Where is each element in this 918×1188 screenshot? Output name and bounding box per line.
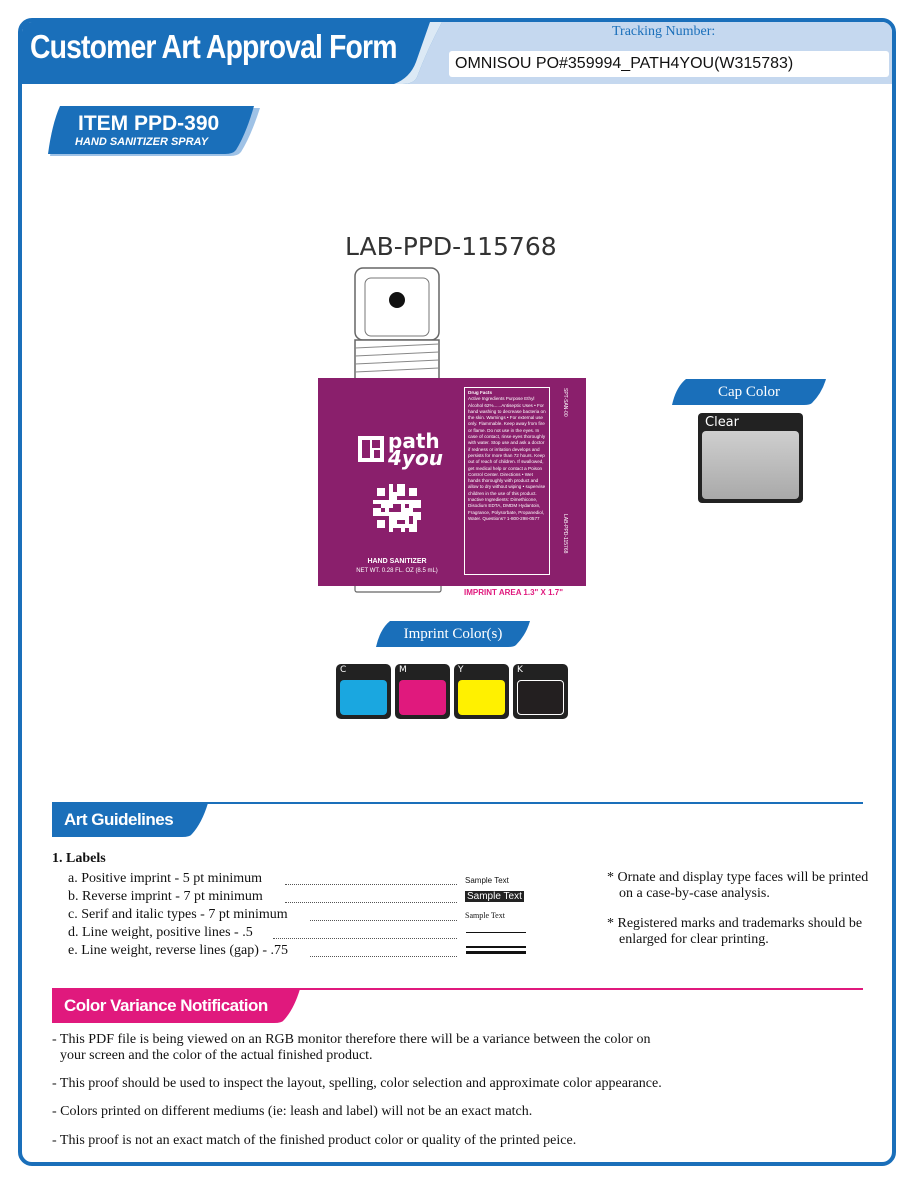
cap-color-swatch	[698, 413, 803, 503]
color-variance-heading	[52, 989, 300, 1023]
sample-reverse-line-bottom	[466, 951, 526, 954]
product-name: HAND SANITIZER	[367, 558, 427, 565]
drug-facts-body: Active Ingredients Purpose Ethyl Alcohol 62%......Antiseptic Uses • For hand washing to decrease bacteria on the skin. Warnings • For external use only. Flammable. Keep away from fire or flame. Do not use in the eyes. In case of contact, rinse eyes thoroughly with water. Stop use and ask a doctor if redness or irritation develops and persists for more than 72 hours. Keep out of reach of children. If swallowed, get medical help or contact a Poison Control Center. Directions • Wet hands thoroughly with product and allow to dry without wiping • supervise children in the use of this product. Inactive Ingredients: Dimethicone, Disodium EDTA, DMDM Hydantoin, Fragrance, Polysorbate, Propanediol, Water. Questions? 1-800-298-0577	[468, 396, 546, 521]
swatch-fill	[458, 680, 505, 715]
swatch-magenta	[395, 664, 450, 719]
cap-color-heading-text: Cap Color	[717, 384, 781, 400]
sample-reverse-line-top	[466, 946, 526, 948]
brand-logo-icon	[358, 436, 384, 462]
qr-code	[373, 484, 421, 532]
lab-code: LAB-PPD-115768	[345, 232, 557, 261]
variance-item	[52, 1076, 772, 1092]
brand-line-1: path	[388, 429, 440, 453]
tracking-number-field[interactable]: OMNISOU PO#359994_PATH4YOU(W315783)	[449, 51, 889, 77]
swatch-cyan	[336, 664, 391, 719]
side-code-bottom: LAB-PPD-115768	[562, 514, 568, 554]
sample-reverse: Sample Text	[467, 891, 522, 902]
sample-positive-line	[466, 932, 526, 933]
note-ornate-faces: * Ornate and display type faces will be printed on a case-by-case analysis.	[607, 870, 869, 901]
color-variance-heading-text: Color Variance Notification	[64, 996, 268, 1015]
guideline-notes	[607, 870, 869, 962]
labels-section-title: 1. Labels	[52, 851, 106, 866]
guideline-row: d. Line weight, positive lines - .5	[68, 925, 253, 940]
swatch-black	[513, 664, 568, 719]
imprint-area-note: IMPRINT AREA 1.3" X 1.7"	[464, 588, 564, 597]
product-label	[318, 378, 586, 586]
variance-line: - This proof should be used to inspect the layout, spelling, color selection and approximate color appearance.	[52, 1076, 662, 1091]
art-guidelines-heading	[52, 803, 208, 837]
art-guidelines-heading-text: Art Guidelines	[64, 810, 174, 829]
net-weight: NET WT. 0.28 FL. OZ (8.5 mL)	[356, 568, 438, 574]
sample-serif: Sample Text	[465, 911, 505, 920]
drug-facts-title: Drug Facts	[468, 390, 492, 395]
leader-dots	[273, 938, 457, 939]
side-code-top: SPT-SAN-00	[562, 388, 568, 417]
guideline-row: e. Line weight, reverse lines (gap) - .75	[68, 943, 289, 958]
swatch-fill	[399, 680, 446, 715]
variance-line: - This proof is not an exact match of the finished product color or quality of the printed peice.	[52, 1133, 577, 1148]
imprint-colors-heading-text: Imprint Color(s)	[403, 626, 503, 642]
variance-line-cont: your screen and the color of the actual finished product.	[60, 1048, 373, 1063]
variance-line: - Colors printed on different mediums (ie: leash and label) will not be an exact match.	[52, 1104, 533, 1119]
guideline-row: b. Reverse imprint - 7 pt minimum	[68, 889, 263, 904]
swatch-yellow	[454, 664, 509, 719]
swatch-label: K	[517, 665, 523, 675]
item-name: HAND SANITIZER SPRAY	[75, 136, 209, 148]
leader-dots	[285, 884, 457, 885]
brand-name	[388, 429, 443, 470]
swatch-label: C	[340, 665, 347, 675]
form-title: Customer Art Approval Form	[30, 28, 397, 65]
variance-item	[52, 1133, 772, 1149]
note-registered-marks: * Registered marks and trademarks should be enlarged for clear printing.	[607, 916, 863, 947]
variance-item	[52, 1032, 772, 1064]
tracking-number-label: Tracking Number:	[612, 24, 716, 39]
drug-facts-panel	[464, 387, 550, 575]
variance-item	[52, 1104, 772, 1120]
swatch-fill	[340, 680, 387, 715]
imprint-colors-heading	[376, 621, 530, 647]
swatch-fill	[517, 680, 564, 715]
brand-line-2: 4you	[388, 446, 443, 470]
item-code: ITEM PPD-390	[78, 112, 220, 135]
swatch-label: Y	[458, 665, 464, 675]
cap-color-heading	[672, 379, 826, 405]
variance-line: - This PDF file is being viewed on an RGB monitor therefore there will be a variance between the color on	[52, 1032, 651, 1047]
cap-color-value: Clear	[705, 415, 739, 430]
guideline-row: a. Positive imprint - 5 pt minimum	[68, 871, 263, 886]
leader-dots	[285, 902, 457, 903]
leader-dots	[310, 956, 457, 957]
cap-color-fill	[702, 431, 799, 499]
guideline-row: c. Serif and italic types - 7 pt minimum	[68, 907, 288, 922]
sample-positive: Sample Text	[465, 876, 509, 885]
swatch-label: M	[399, 665, 407, 675]
leader-dots	[310, 920, 457, 921]
